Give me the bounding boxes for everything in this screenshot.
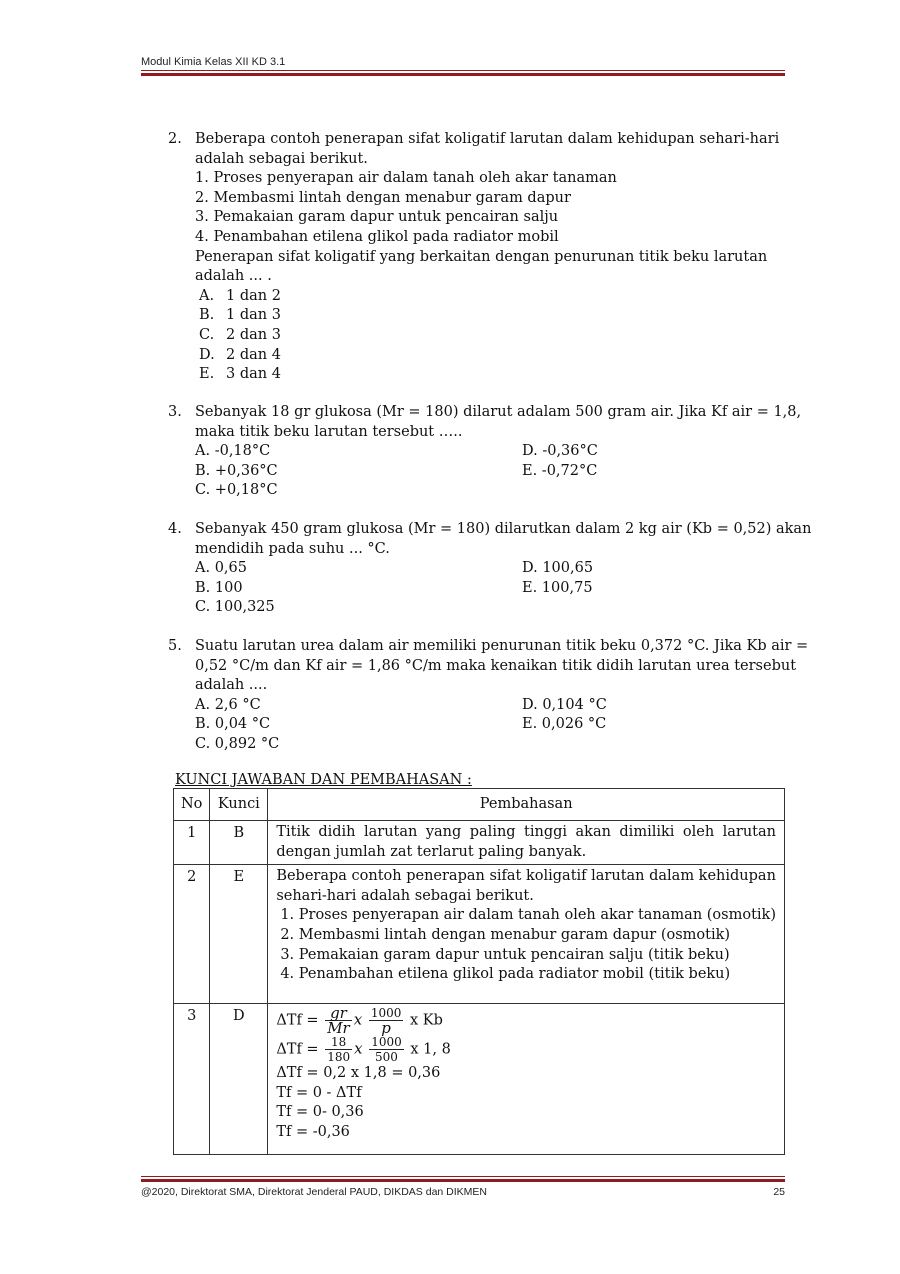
- question-5: [168, 637, 809, 755]
- option-c: C. +0,18°C: [195, 482, 278, 499]
- list-item: 1. Proses penyerapan air dalam tanah oleh akar tanaman: [195, 170, 617, 187]
- row-key: D: [210, 1004, 268, 1155]
- question-3: [168, 403, 802, 501]
- list-item: 2. Membasmi lintah dengan menabur garam dapur: [195, 189, 571, 206]
- calculation-step: Tf = -0,36: [276, 1123, 350, 1140]
- question-number: 2.: [168, 131, 182, 147]
- option-a: A. -0,18°C: [195, 443, 271, 460]
- option-e: E. 0,026 °C: [522, 716, 607, 733]
- explanation-line: sehari-hari adalah sebagai berikut.: [276, 887, 534, 904]
- list-item: 4. Penambahan etilena glikol pada radiator mobil: [195, 228, 559, 245]
- question-text-line: Suatu larutan urea dalam air memiliki penurunan titik beku 0,372 °C. Jika Kb air =: [195, 638, 809, 654]
- option-c: C. 2 dan 3: [199, 326, 281, 343]
- row-explanation: [268, 1004, 785, 1155]
- formula-line: ΔTf = $\frac{18}{180}$ x $\frac{1000}{500}$ x 1, 8: [276, 1035, 451, 1065]
- page-number: 25: [773, 1186, 785, 1198]
- question-text-line: adalah sebagai berikut.: [195, 150, 368, 167]
- calculation-step: ΔTf = 0,2 x 1,8 = 0,36: [276, 1065, 441, 1082]
- formula-line: ΔTf = $\frac{gr}{Mr}$ x $\frac{1000}{p}$ x Kb: [276, 1004, 443, 1038]
- question-4: [168, 520, 812, 618]
- row-explanation: [268, 865, 785, 1004]
- table-row: [174, 821, 785, 865]
- option-e: E. 100,75: [522, 579, 593, 596]
- option-c: C. 100,325: [195, 599, 275, 616]
- module-header-title: Modul Kimia Kelas XII KD 3.1: [141, 56, 286, 68]
- row-number: 1: [174, 821, 210, 865]
- row-explanation: Titik didih larutan yang paling tinggi akan dimiliki oleh larutan dengan jumlah zat terlarut paling banyak.: [268, 821, 785, 865]
- fraction: $\frac{1000}{500}$: [371, 1035, 402, 1065]
- answer-key-title: KUNCI JAWABAN DAN PEMBAHASAN :: [175, 772, 472, 788]
- question-number: 4.: [168, 521, 182, 537]
- option-d: D. 100,65: [522, 560, 594, 577]
- list-item: 4. Penambahan etilena glikol pada radiator mobil (titik beku): [280, 966, 731, 983]
- option-e: E. -0,72°C: [522, 462, 598, 479]
- option-d: D. 2 dan 4: [199, 346, 281, 363]
- option-a: A. 1 dan 2: [199, 287, 281, 304]
- option-b: B. 0,04 °C: [195, 716, 271, 733]
- question-text-line: 0,52 °C/m dan Kf air = 1,86 °C/m maka kenaikan titik didih larutan urea tersebut: [195, 657, 797, 674]
- list-item: 3. Pemakaian garam dapur untuk pencairan salju: [195, 209, 559, 226]
- option-c: C. 0,892 °C: [195, 735, 280, 752]
- column-header-no: No: [174, 789, 210, 821]
- table-header-row: [174, 789, 785, 821]
- table-row: [174, 865, 785, 1004]
- calculation-step: Tf = 0- 0,36: [276, 1104, 364, 1121]
- header-rule: [141, 70, 785, 76]
- fraction: $\frac{1000}{p}$: [370, 1006, 402, 1038]
- table-row: [174, 1004, 785, 1155]
- option-b: B. 1 dan 3: [199, 307, 281, 324]
- row-number: 2: [174, 865, 210, 1004]
- question-text-line: Beberapa contoh penerapan sifat koligatif larutan dalam kehidupan sehari-hari: [195, 131, 780, 147]
- question-text-line: mendidih pada suhu ... °C.: [195, 540, 390, 557]
- question-text-line: adalah ... .: [195, 268, 272, 285]
- column-header-kunci: Kunci: [210, 789, 268, 821]
- question-2: [168, 130, 784, 385]
- explanation-line: Beberapa contoh penerapan sifat koligatif larutan dalam kehidupan: [276, 868, 776, 885]
- question-text-line: Sebanyak 450 gram glukosa (Mr = 180) dilarutkan dalam 2 kg air (Kb = 0,52) akan: [195, 521, 812, 537]
- option-b: B. +0,36°C: [195, 462, 278, 479]
- option-d: D. 0,104 °C: [522, 696, 607, 713]
- footer-copyright: @2020, Direktorat SMA, Direktorat Jenderal PAUD, DIKDAS dan DIKMEN: [141, 1186, 488, 1198]
- column-header-pembahasan: Pembahasan: [268, 789, 785, 821]
- question-number: 3.: [168, 404, 182, 420]
- question-text-line: adalah ....: [195, 677, 268, 694]
- calculation-step: Tf = 0 - ΔTf: [276, 1084, 362, 1101]
- question-text-line: Sebanyak 18 gr glukosa (Mr = 180) dilarut adalam 500 gram air. Jika Kf air = 1,8,: [195, 404, 802, 420]
- option-e: E. 3 dan 4: [199, 366, 281, 383]
- option-b: B. 100: [195, 579, 243, 596]
- option-a: A. 2,6 °C: [195, 696, 261, 713]
- question-text-line: Penerapan sifat koligatif yang berkaitan dengan penurunan titik beku larutan: [195, 248, 768, 265]
- option-d: D. -0,36°C: [522, 443, 598, 460]
- fraction: $\frac{18}{180}$: [327, 1035, 351, 1065]
- option-a: A. 0,65: [195, 560, 247, 577]
- fraction: $\frac{gr}{Mr}$: [327, 1004, 350, 1038]
- answer-key-table: [173, 788, 785, 1155]
- footer-rule: [141, 1176, 785, 1182]
- list-item: 3. Pemakaian garam dapur untuk pencairan salju (titik beku): [280, 946, 730, 963]
- list-item: 2. Membasmi lintah dengan menabur garam dapur (osmotik): [280, 926, 731, 943]
- question-text-line: maka titik beku larutan tersebut …..: [195, 423, 463, 440]
- question-number: 5.: [168, 638, 182, 654]
- list-item: 1. Proses penyerapan air dalam tanah oleh akar tanaman (osmotik): [280, 907, 776, 924]
- row-key: E: [210, 865, 268, 1004]
- row-number: 3: [174, 1004, 210, 1155]
- row-key: B: [210, 821, 268, 865]
